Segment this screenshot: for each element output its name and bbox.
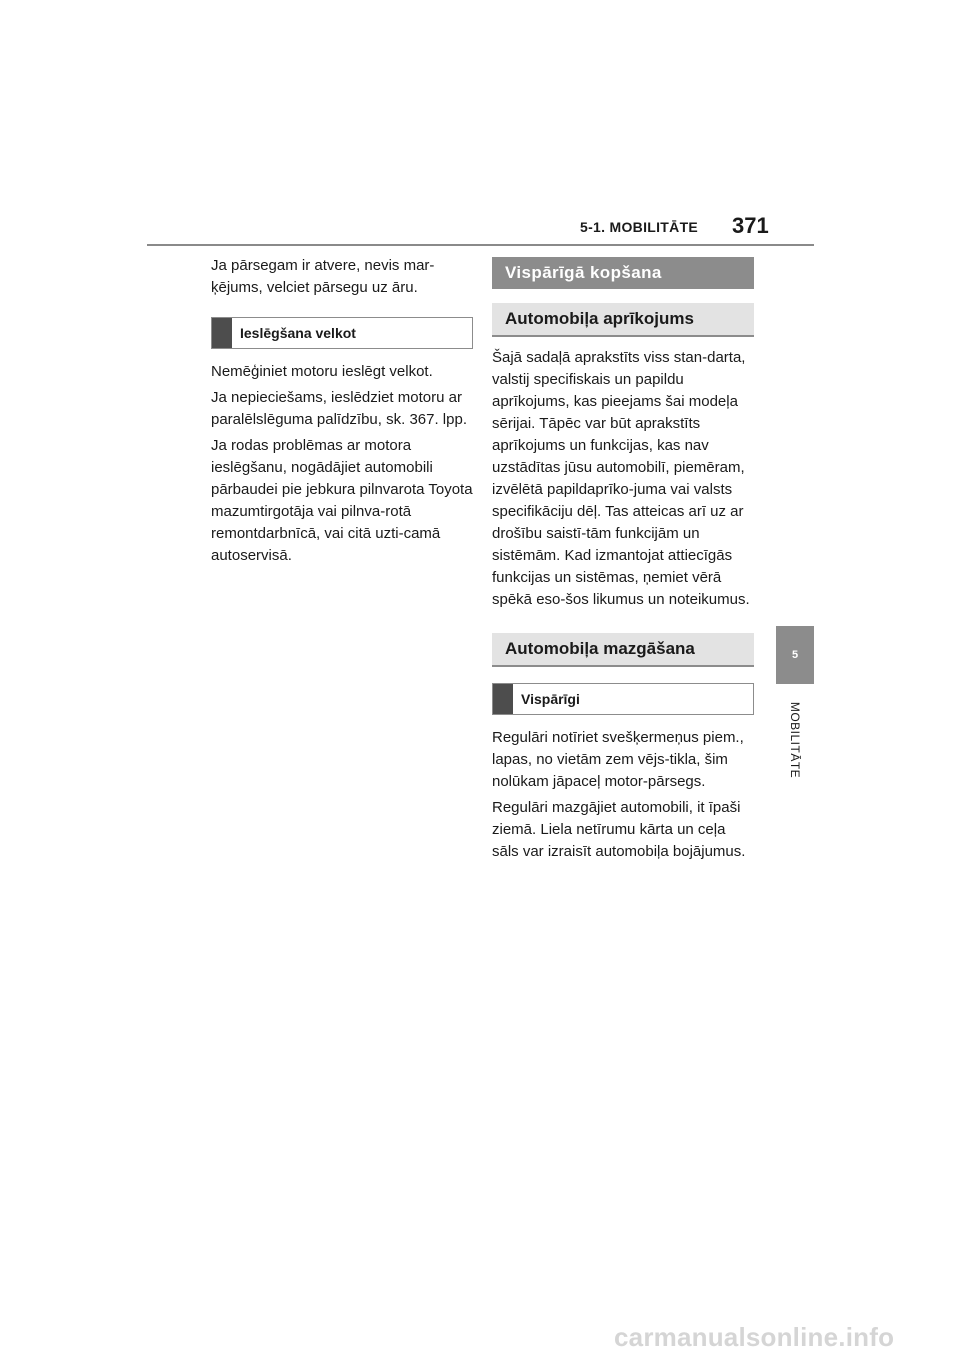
watermark: carmanualsonline.info bbox=[614, 1322, 895, 1352]
section-heading: Vispārīgā kopšana bbox=[492, 257, 754, 289]
paragraph: Regulāri notīriet svešķermeņus piem., lapas, no vietām zem vējs-tikla, šim nolūkam jāpaceļ motor-pārsegs. bbox=[492, 729, 744, 790]
paragraph: Regulāri mazgājiet automobili, it īpaši ziemā. Liela netīrumu kārta un ceļa sāls var izraisīt automobiļa bojājumus. bbox=[492, 799, 746, 860]
heading-marker bbox=[212, 318, 232, 348]
chapter-label: MOBILITĀTE bbox=[788, 701, 802, 779]
chapter-tab bbox=[776, 626, 814, 684]
subheading-washing: Automobiļa mazgāšana bbox=[492, 633, 754, 667]
paragraph: Ja rodas problēmas ar motora ieslēgšanu, nogādājiet automobili pārbaudei pie jebkura pilnvarota Toyota mazumtirgotāja vai pilnva-rotā remontdarbnīcā, vai citā uzti-camā autoservisā. bbox=[211, 437, 473, 564]
right-column bbox=[492, 257, 754, 867]
equipment-paragraph: Šajā sadaļā aprakstīts viss stan-darta, valstij specifiskais un papildu aprīkojums, kas pieejams šai modeļa sērijai. Tāpēc var būt aprakstīts aprīkojums un funkcijas, kas nav uzstādītas jūsu automobilī, piemēram, izvēlētā papildaprīko-juma vai valsts specifikāciju dēļ. Tas atteicas arī uz ar drošību saistī-tām funkcijām un sistēmām. Kad izmantojat attiecīgās funkcijas un sistēmas, ņemiet vērā spēkā eso-šos likumus un noteikumus. bbox=[492, 349, 750, 608]
heading-general bbox=[492, 683, 754, 715]
paragraph: Nemēģiniet motoru ieslēgt velkot. bbox=[211, 363, 433, 380]
subheading-equipment: Automobiļa aprīkojums bbox=[492, 303, 754, 337]
paragraph: Ja nepieciešams, ieslēdziet motoru ar paralēlslēguma palīdzību, sk. 367. lpp. bbox=[211, 389, 467, 428]
heading-towing-start bbox=[211, 317, 473, 349]
left-column bbox=[211, 255, 473, 571]
chapter-number: 5 bbox=[791, 649, 799, 661]
heading-marker bbox=[493, 684, 513, 714]
section-title: 5-1. MOBILITĀTE bbox=[580, 219, 699, 235]
heading-text: Ieslēgšana velkot bbox=[240, 325, 356, 341]
heading-text: Vispārīgi bbox=[521, 691, 580, 707]
intro-paragraph: Ja pārsegam ir atvere, nevis mar-ķējums, velciet pārsegu uz āru. bbox=[211, 257, 435, 296]
page-number: 371 bbox=[732, 213, 769, 238]
header-divider bbox=[147, 244, 814, 246]
